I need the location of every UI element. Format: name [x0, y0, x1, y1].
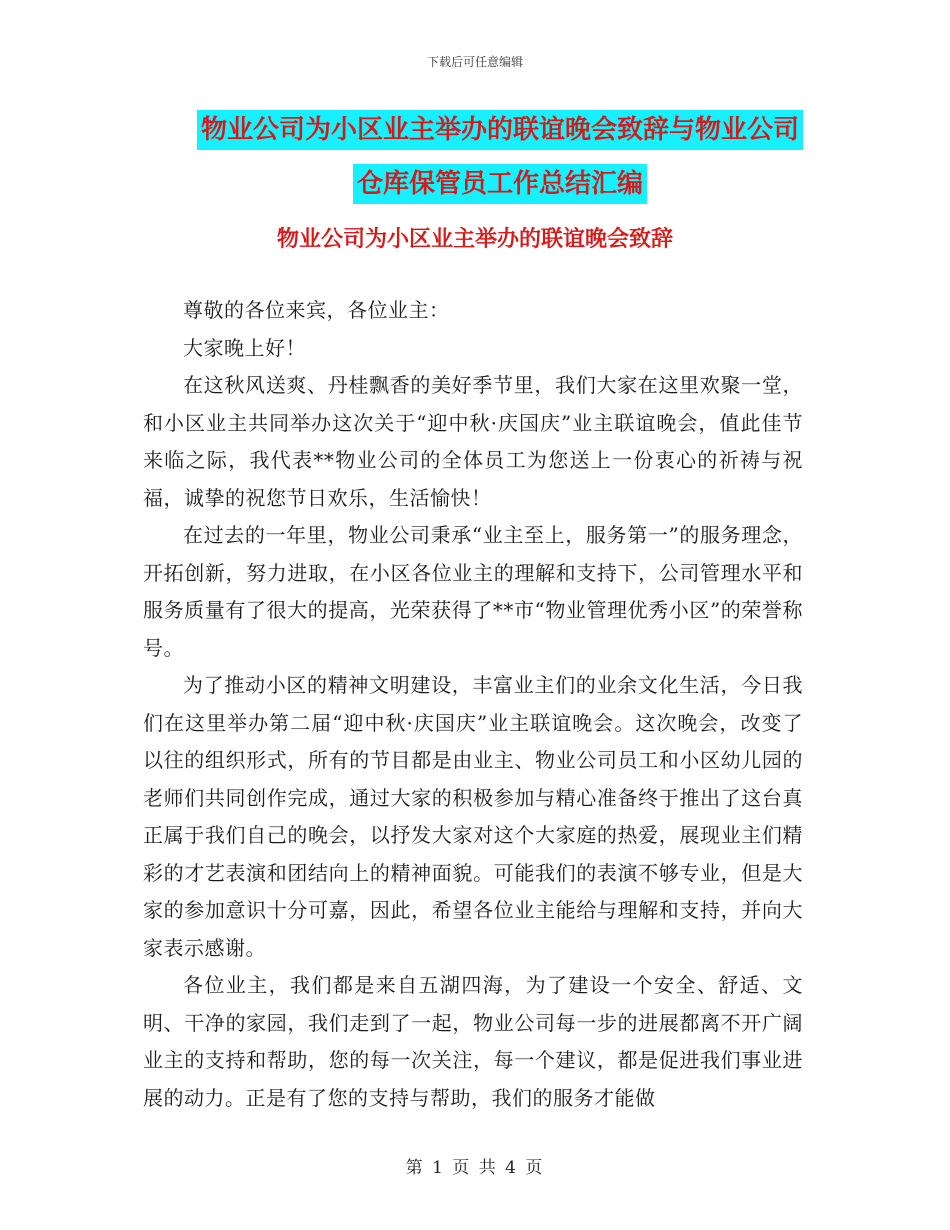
- paragraph-salutation: 尊敬的各位来宾，各位业主：: [183, 298, 450, 322]
- paragraph-greeting: 大家晚上好！: [183, 335, 306, 360]
- document-title: [140, 110, 860, 204]
- title-line-2: 仓库保管员工作总结汇编: [353, 164, 647, 204]
- paragraph: 在这秋风送爽、丹桂飘香的美好季节里，我们大家在这里欢聚一堂，和小区业主共同举办这次关于“迎中秋·庆国庆”业主联谊晚会，值此佳节来临之际，我代表**物业公司的全体员工为您送上一份衷心的祈祷与祝福，诚挚的祝您节日欢乐，生活愉快！: [143, 373, 803, 510]
- paragraph: 为了推动小区的精神文明建设，丰富业主们的业余文化生活，今日我们在这里举办第二届“迎中秋·庆国庆”业主联谊晚会。这次晚会，改变了以往的组织形式，所有的节目都是由业主、物业公司员工和小区幼儿园的老师们共同创作完成，通过大家的积极参加与精心准备终于推出了这台真正属于我们自己的晚会，以抒发大家对这个大家庭的热爱，展现业主们精彩的才艺表演和团结向上的精神面貌。可能我们的表演不够专业，但是大家的参加意识十分可嘉，因此，希望各位业主能给与理解和支持，并向大家表示感谢。: [143, 673, 803, 960]
- paragraph: 各位业主，我们都是来自五湖四海，为了建设一个安全、舒适、文明、干净的家园，我们走到了一起，物业公司每一步的进展都离不开广阔业主的支持和帮助，您的每一次关注，每一个建议，都是促进我们事业进展的动力。正是有了您的支持与帮助，我们的服务才能做: [143, 973, 803, 1110]
- body-text: [143, 292, 803, 1117]
- paragraph: 在过去的一年里，物业公司秉承“业主至上，服务第一”的服务理念，开拓创新，努力进取，在小区各位业主的理解和支持下，公司管理水平和服务质量有了很大的提高，光荣获得了**市“物业管理优秀小区”的荣誉称号。: [143, 523, 803, 660]
- title-line-1: 物业公司为小区业主举办的联谊晚会致辞与物业公司: [197, 110, 803, 150]
- page-footer: 第 1 页 共 4 页: [405, 1158, 545, 1178]
- section-heading: 物业公司为小区业主举办的联谊晚会致辞: [276, 227, 673, 252]
- header-note: 下载后可任意编辑: [426, 55, 523, 69]
